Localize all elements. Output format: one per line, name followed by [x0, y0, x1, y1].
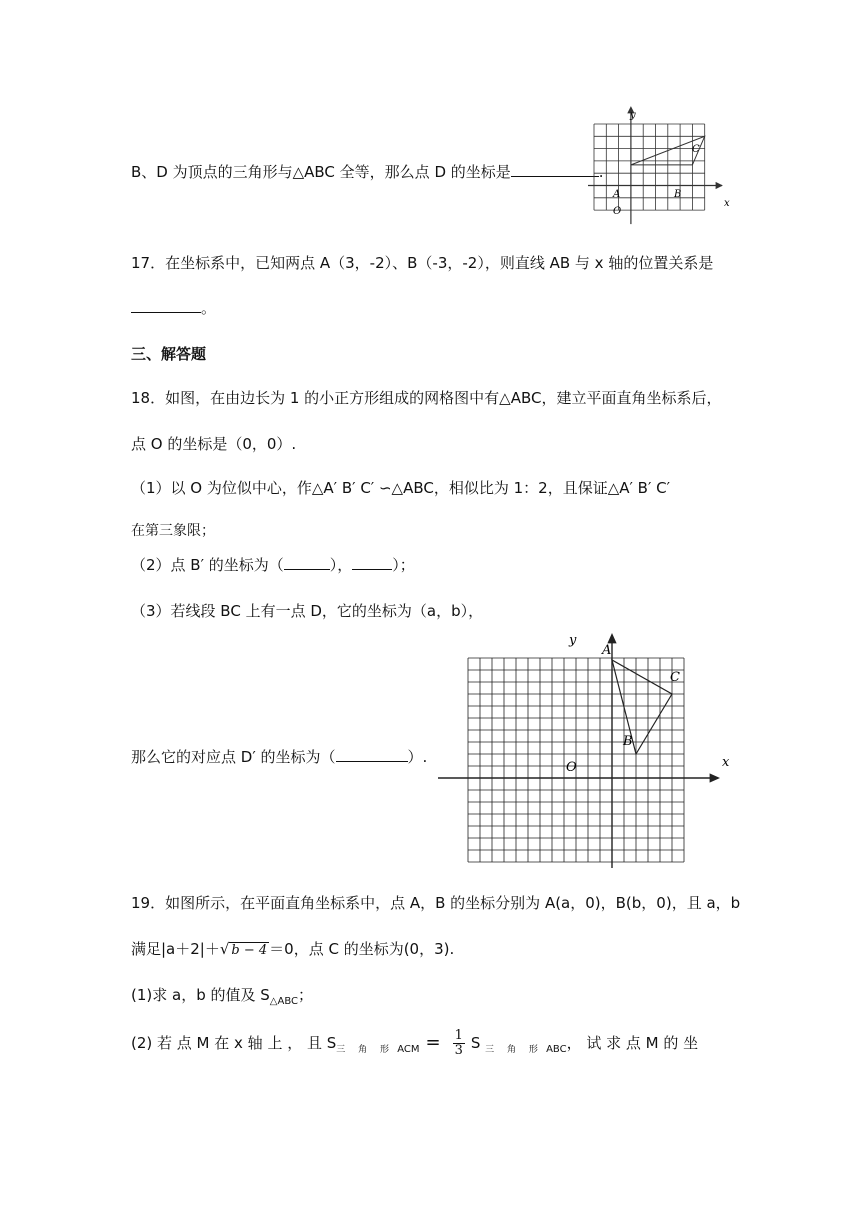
- square-root-expression: √ b − 4: [219, 940, 268, 958]
- answer-blank: [352, 555, 392, 570]
- q16-tail-line: [131, 162, 604, 182]
- point-label-a: A: [613, 189, 621, 200]
- equals-sign: =: [425, 1032, 441, 1053]
- q19-line-2-text-b: ＝0，点 C 的坐标为(0，3).: [269, 940, 455, 958]
- q19-part1-end: ；: [298, 986, 314, 1004]
- radicand: b − 4: [231, 943, 268, 958]
- answer-blank: [131, 298, 201, 313]
- q19-subscript-abc: ABC: [542, 1044, 567, 1055]
- fraction-denominator: 3: [454, 1043, 463, 1058]
- q19-part2-text-end: ， 试 求 点 M 的 坐: [566, 1034, 699, 1052]
- point-label-c: C: [670, 670, 680, 685]
- q19-line-1: 19．如图所示，在平面直角坐标系中，点 A，B 的坐标分别为 A(a，0)，B(b，0)，且 a，b: [131, 894, 741, 912]
- q16-tail-text: B、D 为顶点的三角形与△ABC 全等，那么点 D 的坐标是: [131, 163, 511, 181]
- q18-part1-line-b: 在第三象限；: [131, 523, 215, 539]
- q18-part3-end: ）.: [407, 748, 428, 766]
- q17-line-1: 17．在坐标系中，已知两点 A（3，-2）、B（-3，-2），则直线 AB 与 x 轴的位置关系是: [131, 254, 714, 272]
- q18-part2-text-a: （2）点 B′ 的坐标为（: [131, 556, 284, 574]
- origin-label: O: [566, 760, 577, 775]
- q18-line-1: 18．如图，在由边长为 1 的小正方形组成的网格图中有△ABC，建立平面直角坐标系后，: [131, 389, 722, 407]
- point-label-c: C: [692, 144, 700, 155]
- q19-part1-subscript: △ABC: [269, 996, 298, 1007]
- point-label-b: B: [674, 189, 682, 200]
- q19-subscript-acm: ACM: [394, 1044, 420, 1055]
- fraction-one-third: [453, 1029, 465, 1058]
- q18-part3-line: （3）若线段 BC 上有一点 D，它的坐标为（a，b），: [131, 602, 484, 620]
- q19-part2-text-a: (2) 若 点 M 在 x 轴 上 ， 且 S: [131, 1034, 337, 1052]
- q19-part2-line: [131, 1029, 698, 1060]
- y-axis-label: y: [630, 110, 636, 121]
- y-axis-label: y: [569, 633, 577, 648]
- y-axis-arrow: [608, 634, 616, 643]
- q18-part3-line-b: [131, 747, 427, 767]
- origin-label: O: [613, 206, 622, 217]
- q18-part2-line: [131, 555, 415, 575]
- q18-grid-figure: [436, 630, 736, 880]
- q18-part3-text: 那么它的对应点 D′ 的坐标为（: [131, 748, 336, 766]
- q19-subscript-triangle-2: 三 角 形: [485, 1045, 543, 1055]
- point-label-a: A: [602, 643, 612, 658]
- q19-part1-text: (1)求 a，b 的值及 S: [131, 986, 270, 1004]
- answer-blank: [336, 747, 408, 762]
- x-axis-arrow: [710, 774, 719, 782]
- q18-part2-text-b: ），: [329, 556, 353, 574]
- q16-coordinate-figure: [586, 106, 732, 238]
- q17-line-2-end: 。: [201, 299, 217, 317]
- q19-subscript-triangle: 三 角 形: [336, 1045, 395, 1055]
- q16-tail-end: .: [598, 163, 604, 181]
- q19-line-2-text-a: 满足|a＋2|＋: [131, 940, 220, 958]
- triangle-abc: [612, 660, 672, 754]
- q18-part2-text-c: ）；: [392, 556, 415, 574]
- answer-blank: [284, 555, 330, 570]
- q18-line-2: 点 O 的坐标是（0，0）.: [131, 435, 297, 453]
- x-axis-label: x: [722, 755, 730, 770]
- section-title: 三、解答题: [131, 345, 207, 363]
- q18-part1-line-a: （1）以 O 为位似中心，作△A′ B′ C′ ∽△ABC，相似比为 1：2，且保证△A′ B′ C′: [131, 479, 671, 497]
- q19-s-symbol: S: [470, 1034, 481, 1052]
- q19-part1-line: [131, 985, 313, 1012]
- fraction-numerator: 1: [454, 1028, 463, 1043]
- q19-line-2: [131, 939, 454, 961]
- x-axis-label: x: [724, 198, 730, 209]
- q17-line-2: [131, 298, 216, 318]
- x-axis-arrow: [716, 183, 722, 189]
- point-label-b: B: [623, 734, 633, 749]
